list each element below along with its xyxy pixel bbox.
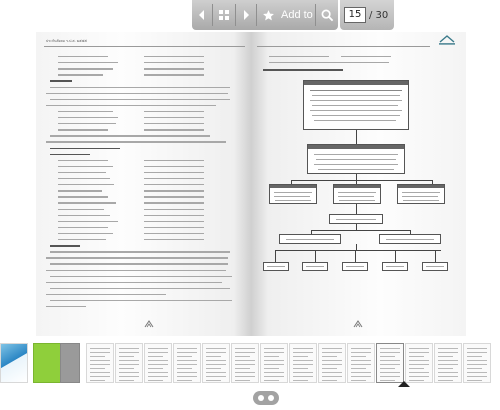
prev-page-button[interactable] [192,0,212,30]
text-line [144,123,204,124]
org-box-leaf [263,262,289,271]
text-line [46,294,166,295]
text-line [58,172,106,173]
org-box-leaf [382,262,408,271]
text-line [46,306,86,307]
org-box-header [304,81,408,85]
text-line [144,172,204,173]
text-line [58,166,113,167]
toolbar-main [192,0,338,30]
text-line [58,239,106,240]
text-line [58,202,116,203]
magnifier-icon [321,9,334,22]
text-line [50,251,230,252]
text-line [144,166,204,167]
page-thumbnail[interactable] [463,343,491,383]
text-line [144,68,204,69]
page-thumbnail[interactable] [60,343,80,383]
text-line [46,141,226,142]
page-thumbnail[interactable] [376,343,404,383]
footer-logo-icon [353,320,363,328]
text-line [144,129,204,130]
page-number-input[interactable]: 15 [344,7,366,23]
pager-dot[interactable] [258,395,264,401]
footer-logo-icon [144,320,154,328]
text-line [144,190,204,191]
text-line [144,239,204,240]
text-line [50,135,210,136]
text-line [50,87,230,88]
page-thumbnail[interactable] [202,343,230,383]
page-thumbnail[interactable] [173,343,201,383]
star-icon [262,9,275,22]
page-thumbnail[interactable] [86,343,114,383]
chevron-right-icon [241,9,251,21]
page-thumbnail[interactable] [33,343,61,383]
left-page[interactable] [36,32,251,336]
text-line [58,215,110,216]
org-box-leaf [342,262,368,271]
thumbnail-strip [0,343,500,383]
text-line [50,300,232,301]
text-line [144,227,204,228]
page-thumbnail[interactable] [318,343,346,383]
page-thumbnail[interactable] [347,343,375,383]
text-line [144,56,204,57]
text-line [58,129,108,130]
text-line [144,221,204,222]
text-line [144,62,204,63]
text-line [144,233,204,234]
text-line [341,56,391,57]
org-box-leaf [422,262,448,271]
org-box-minister-office [303,80,409,130]
page-thumbnail[interactable] [0,343,28,383]
text-line [144,215,204,216]
left-page-header: ประกันสังคม ร.ป.ส. ๒๕๕๕ [46,39,88,43]
text-line [144,196,204,197]
text-line [58,123,116,124]
text-line [58,117,118,118]
text-line [144,74,204,75]
text-line [144,202,204,203]
thumbnails-grid-button[interactable] [213,0,235,30]
thumbnail-pager [253,391,279,405]
text-line [58,196,108,197]
chevron-left-icon [197,9,207,21]
header-rule [44,46,245,47]
grid-icon [218,9,230,21]
text-line [144,184,204,185]
org-box-central-units [307,144,405,174]
text-line [50,288,230,289]
ministry-logo-icon [436,35,458,46]
pager-dot[interactable] [268,395,274,401]
text-line [50,80,72,82]
text-line [144,111,204,112]
page-thumbnail[interactable] [405,343,433,383]
text-line [58,221,118,222]
page-thumbnail[interactable] [231,343,259,383]
text-line [144,160,204,161]
text-line [46,282,222,283]
text-line [144,209,204,210]
page-indicator [340,0,394,30]
page-thumbnail[interactable] [260,343,288,383]
text-line [144,178,204,179]
text-line [50,154,90,156]
text-line [46,105,216,106]
org-box-branch-3 [397,184,445,204]
text-line [58,160,108,161]
org-box-branch-1 [269,184,317,204]
text-line [58,190,102,191]
right-page[interactable] [251,32,466,336]
text-line [50,99,230,100]
text-line [58,209,104,210]
text-line [58,74,103,75]
text-line [58,62,118,63]
org-box-header [308,145,404,149]
text-line [269,56,329,57]
text-line [58,56,108,57]
search-button[interactable] [316,0,338,30]
text-line [269,62,389,63]
org-box-leaf [302,262,328,271]
text-line [46,270,226,271]
current-thumbnail-pointer [398,381,410,387]
total-pages-label: / 30 [369,9,389,21]
page-thumbnail[interactable] [144,343,172,383]
text-line [46,257,228,258]
page-thumbnail[interactable] [115,343,143,383]
text-line [58,111,113,112]
text-line [58,184,114,185]
page-thumbnail[interactable] [434,343,462,383]
text-line [58,233,113,234]
org-box-level-3 [329,214,383,224]
text-line [263,69,343,71]
text-line [58,68,113,69]
toolbar [192,0,394,30]
org-box-level-4b [379,234,441,244]
add-to-button[interactable] [257,0,315,30]
add-to-label: Add to [281,9,313,21]
text-line [144,117,204,118]
text-line [50,245,80,247]
text-line [50,263,228,264]
book-spread[interactable] [36,32,466,336]
header-rule [257,46,430,47]
org-box-branch-2 [333,184,381,204]
text-line [46,93,228,94]
org-box-level-4a [279,234,341,244]
page-thumbnail[interactable] [289,343,317,383]
text-line [50,148,120,150]
next-page-button[interactable] [236,0,256,30]
text-line [58,178,110,179]
text-line [50,276,232,277]
text-line [58,227,108,228]
